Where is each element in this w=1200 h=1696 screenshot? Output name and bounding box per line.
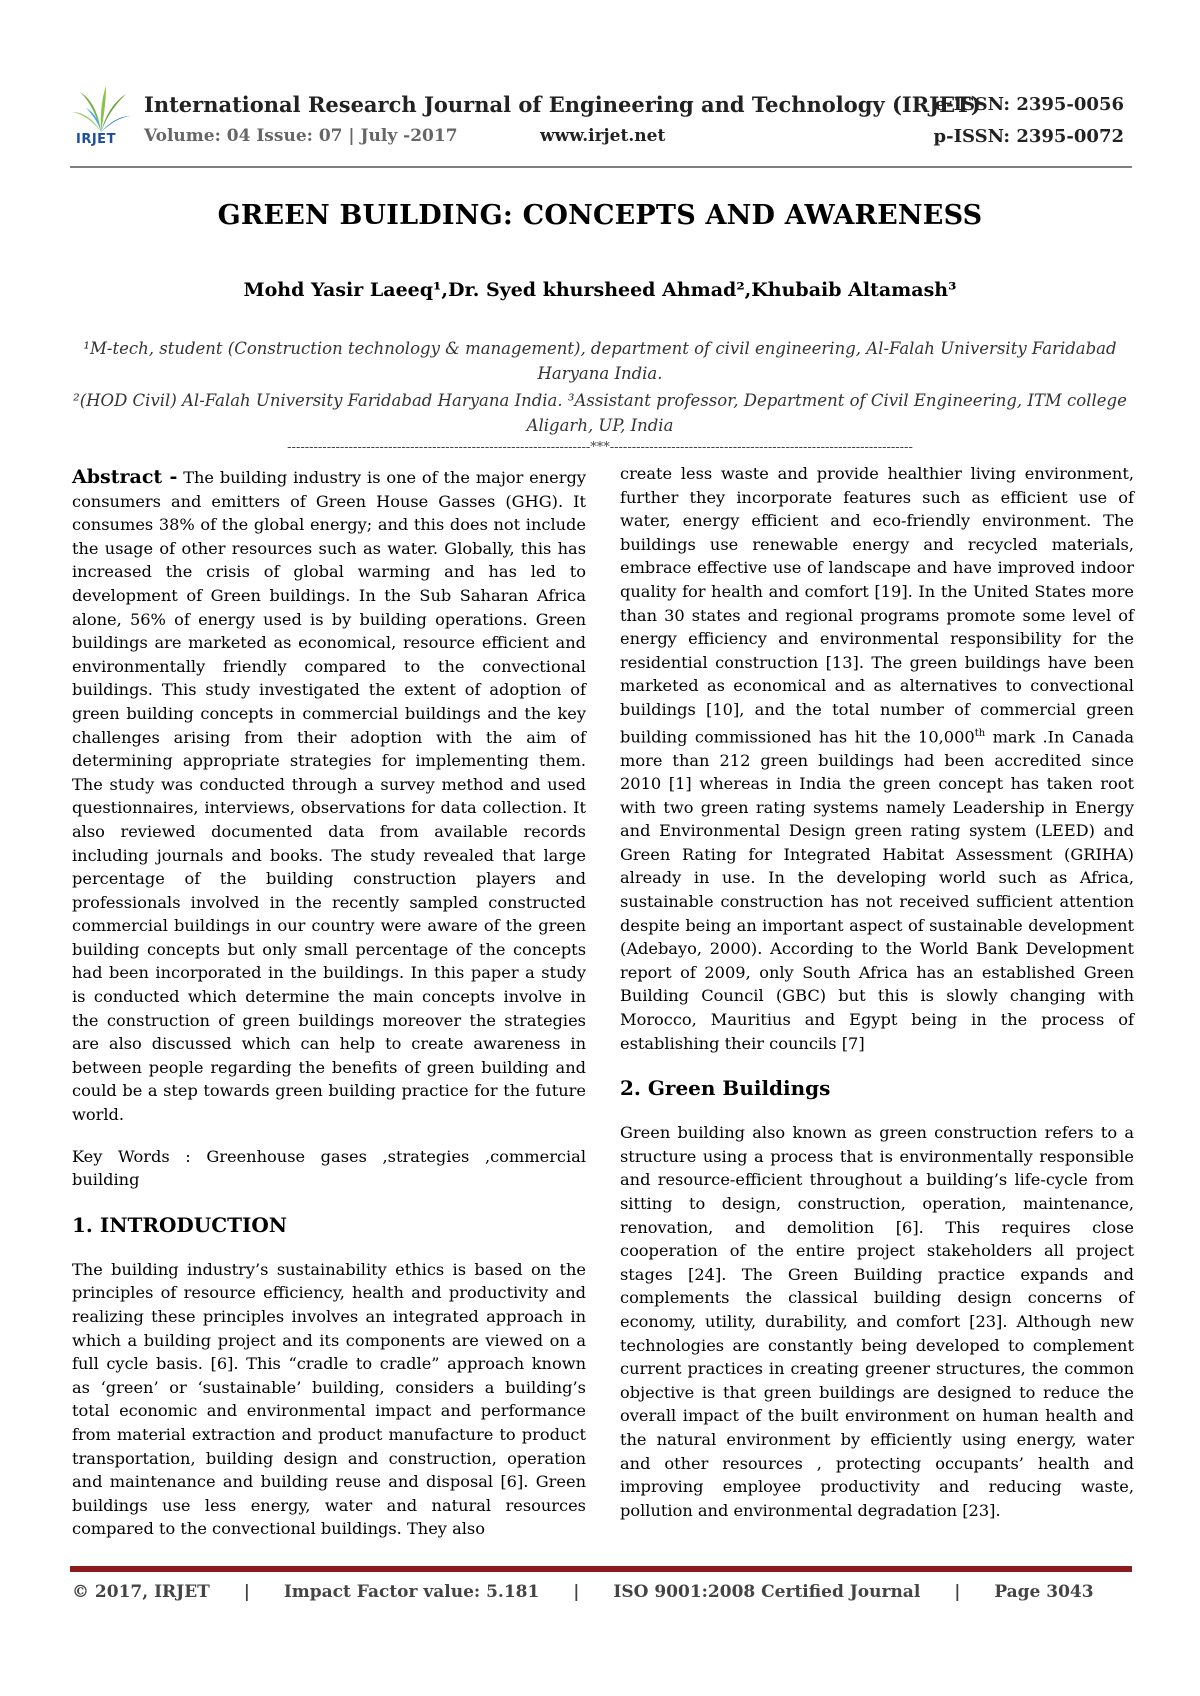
journal-url[interactable]: www.irjet.net [540, 126, 666, 146]
abstract-heading: Abstract - [72, 466, 178, 488]
introduction-heading: 1. INTRODUCTION [72, 1212, 288, 1237]
p-issn: p-ISSN: 2395-0072 [933, 126, 1124, 147]
journal-name: International Research Journal of Engineering and Technology (IRJET) [144, 92, 981, 117]
footer-separator: | [243, 1582, 250, 1602]
superscript-th: th [974, 727, 986, 739]
footer-separator: | [954, 1582, 961, 1602]
header-divider [70, 166, 1132, 168]
logo-label: IRJET [76, 132, 116, 147]
journal-header [70, 84, 1130, 166]
affiliation-2: ²(HOD Civil) Al-Falah University Faridabad Haryana India. ³Assistant professor, Department of Civil Engineering, ITM college Aligarh, UP, India [73, 391, 1127, 435]
section-separator: ---------------------------------------------------------------------***--------------------------------------------------------------------- [287, 440, 913, 455]
copyright: © 2017, IRJET [72, 1582, 210, 1602]
left-column [72, 466, 586, 1541]
impact-factor: Impact Factor value: 5.181 [283, 1582, 540, 1602]
intro-continued-part-2: mark .In Canada more than 212 green buildings had been accredited since 2010 [1] whereas in India the green concept has taken root with two green rating systems namely Leadership in Energy and Environmental Design green rating system (LEED) and Green Rating for Integrated Habitat Assessment (GRIHA) already in use. In the developing world such as Africa, sustainable construction has not received sufficient attention despite being an important aspect of sustainable development (Adebayo, 2000). According to the World Bank Development report of 2009, only South Africa has an established Green Building Council (GBC) but this is slowly changing with Morocco, Mauritius and Egypt being in the process of establishing their councils [7] [620, 726, 1135, 1053]
paper-title: GREEN BUILDING: CONCEPTS AND AWARENESS [217, 200, 983, 231]
intro-continued-part-1: create less waste and provide healthier living environment, further they incorporate features such as efficient use of water, energy efficient and eco-friendly environment. The buildings use renewable energy and recycled materials, embrace effective use of landscape and have improved indoor quality for health and comfort [19]. In the United States more than 30 states and regional programs promote some level of energy efficiency and environmental responsibility for the residential construction [13]. The green buildings have been marketed as economical and as alternatives to convectional buildings [10], and the total number of commercial green building commissioned has hit the 10,000 [620, 464, 1134, 746]
volume-issue: Volume: 04 Issue: 07 | July -2017 [144, 126, 458, 146]
page-footer [72, 1582, 1094, 1602]
keywords: Key Words : Greenhouse gases ,strategies ,commercial building [72, 1146, 586, 1190]
iso-certification: ISO 9001:2008 Certified Journal [613, 1582, 921, 1602]
footer-divider [70, 1566, 1132, 1572]
green-buildings-text: Green building also known as green construction refers to a structure using a process that is environmentally responsible and resource-efficient throughout a building’s life-cycle from sitting to design, construction, operation, maintenance, renovation, and demolition [6]. This requires close cooperation of the entire project stakeholders all project stages [24]. The Green Building practice expands and complements the classical building design concerns of economy, utility, durability, and comfort [23]. Although new technologies are constantly being developed to complement current practices in creating greener structures, the common objective is that green buildings are designed to reduce the overall impact of the built environment on human health and the natural environment by efficiently using energy, water and other resources , protecting occupants’ health and improving employee productivity and reducing waste, pollution and environmental degradation [23]. [620, 1123, 1134, 1520]
right-column [620, 462, 1134, 1522]
abstract-text: The building industry is one of the major energy consumers and emitters of Green House Gasses (GHG). It consumes 38% of the global energy; and this does not include the usage of other resources such as water. Globally, this has increased the crisis of global warming and has led to development of Green buildings. In the Sub Saharan Africa alone, 56% of energy used is by building operations. Green buildings are marketed as economical, resource efficient and environmentally friendly compared to the convectional buildings. This study investigated the extent of adoption of green building concepts in commercial buildings and the key challenges arising from their adoption with the aim of determining appropriate strategies for implementing them. The study was conducted through a survey method and used questionnaires, interviews, observations for data collection. It also reviewed documented data from available records including journals and books. The study revealed that large percentage of the building construction players and professionals involved in the recently sampled constructed commercial buildings in our country were aware of the green building concepts but only small percentage of the concepts had been incorporated in the buildings. In this paper a study is conducted which determine the main concepts involve in the construction of green buildings moreover the strategies are also discussed which can help to create awareness in between people regarding the benefits of green building and could be a step towards green building practice for the future world. [72, 468, 587, 1125]
irjet-logo [70, 84, 132, 156]
abstract-paragraph [72, 466, 586, 1127]
page-number: Page 3043 [994, 1582, 1094, 1602]
footer-separator: | [573, 1582, 580, 1602]
affiliation-1: ¹M-tech, student (Construction technology & management), department of civil engineering, Al-Falah University Faridabad Haryana India. [83, 339, 1117, 383]
e-issn: e-ISSN: 2395-0056 [934, 94, 1124, 115]
introduction-continued [620, 462, 1134, 1055]
green-buildings-heading: 2. Green Buildings [620, 1076, 831, 1101]
irjet-leaf-icon [70, 84, 132, 134]
introduction-text: The building industry’s sustainability ethics is based on the principles of resource efficiency, health and productivity and realizing these principles involves an integrated approach in which a building project and its components are viewed on a full cycle basis. [6]. This “cradle to cradle” approach known as ‘green’ or ‘sustainable’ building, considers a building’s total economic and environmental impact and performance from material extraction and product manufacture to product transportation, building design and construction, operation and maintenance and building reuse and disposal [6]. Green buildings use less energy, water and natural resources compared to the convectional buildings. They also [72, 1259, 586, 1539]
paper-authors: Mohd Yasir Laeeq¹,Dr. Syed khursheed Ahmad²,Khubaib Altamash³ [243, 279, 957, 301]
